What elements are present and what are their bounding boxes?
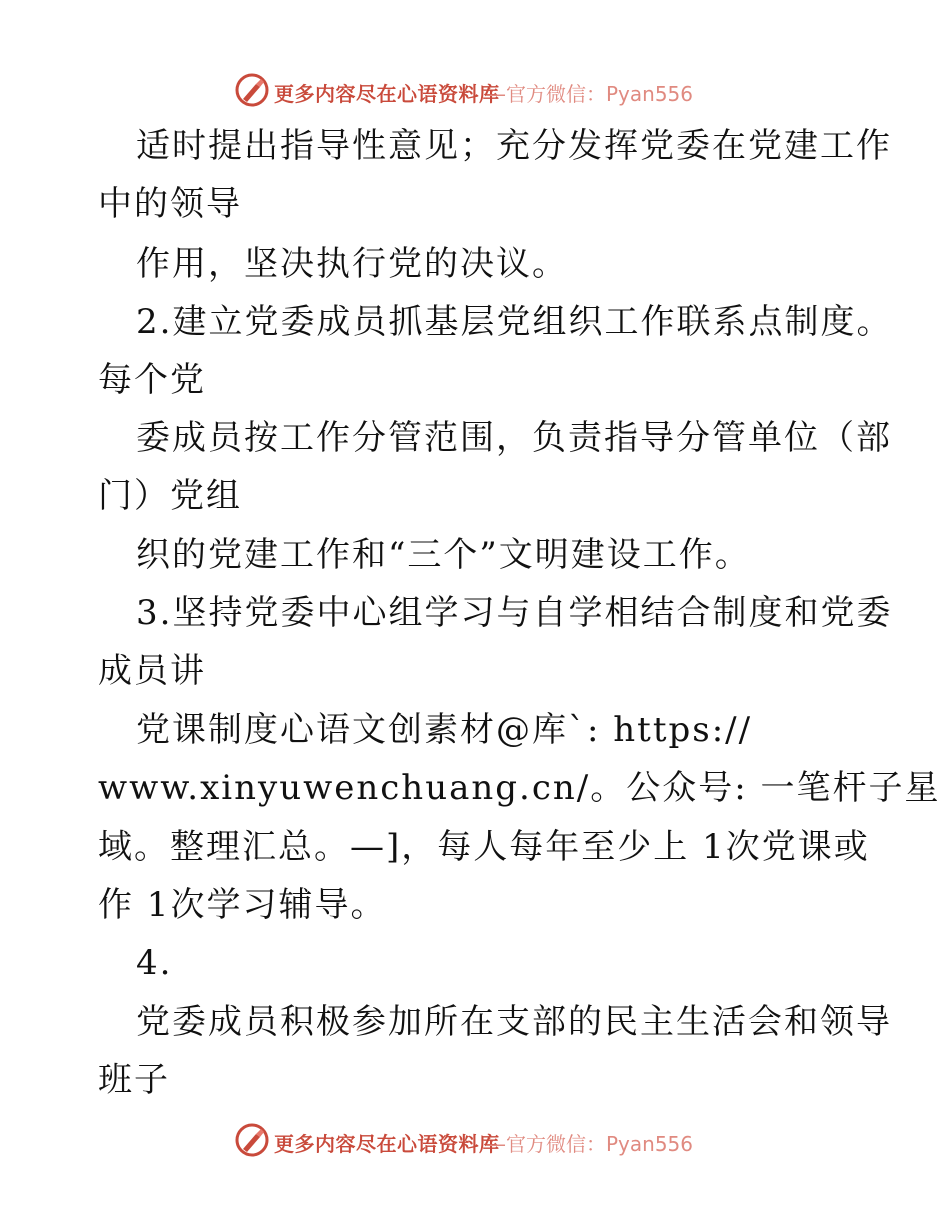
- text-line: 4.: [136, 943, 173, 983]
- text-line: 织的党建工作和“三个”文明建设工作。: [136, 535, 751, 575]
- text-line: 班子: [98, 1060, 170, 1100]
- text-line: 委成员按工作分管范围，负责指导分管单位（部: [136, 418, 892, 458]
- text-line: 域。整理汇总。—]，每人每年至少上 1次党课或: [98, 827, 870, 867]
- banner-wechat: —官方微信：Pyan556: [486, 82, 694, 106]
- banner-title: 更多内容尽在心语资料库: [274, 82, 500, 106]
- banner-title: 更多内容尽在心语资料库: [274, 1132, 500, 1156]
- text-line: 作用，坚决执行党的决议。: [136, 244, 568, 284]
- text-line: 门）党组: [98, 476, 242, 516]
- text-line: 2.建立党委成员抓基层党组织工作联系点制度。: [136, 302, 893, 342]
- text-line: 成员讲: [98, 651, 206, 691]
- banner-wechat: —官方微信：Pyan556: [486, 1132, 694, 1156]
- text-line: 3.坚持党委中心组学习与自学相结合制度和党委: [136, 593, 893, 633]
- text-line: 党委成员积极参加所在支部的民主生活会和领导: [136, 1002, 892, 1042]
- text-line: 中的领导: [98, 184, 242, 224]
- header-banner: [0, 70, 950, 110]
- text-line: 党课制度心语文创素材@库`: https://: [136, 710, 753, 750]
- text-line: 作 1次学习辅导。: [98, 885, 387, 925]
- pen-logo-icon: [234, 1122, 270, 1158]
- footer-banner: [0, 1120, 950, 1160]
- text-line: 每个党: [98, 360, 206, 400]
- text-line: 适时提出指导性意见；充分发挥党委在党建工作: [136, 126, 892, 166]
- text-line: www.xinyuwenchuang.cn/。公众号: 一笔杆子星: [98, 768, 941, 808]
- pen-logo-icon: [234, 72, 270, 108]
